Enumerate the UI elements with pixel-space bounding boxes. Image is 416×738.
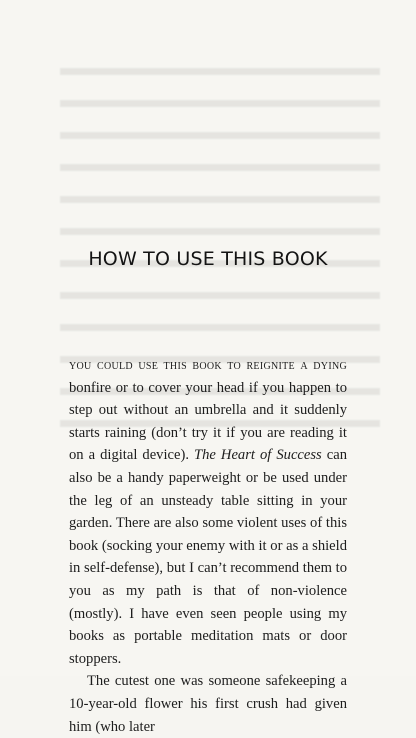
paragraph-2: The cutest one was someone safekeeping a 10-year-old flower his first crush had given him (who later <box>69 673 347 735</box>
bleed-through-text <box>60 60 380 340</box>
chapter-heading: HOW TO USE THIS BOOK <box>88 248 328 270</box>
paragraph-1-lead-in: you could use this book to reignite a dying <box>69 357 347 373</box>
paragraph-1-text-b: can also be a handy paperweight or be used under the leg of an unsteady table sitting in your garden. There are also some violent uses of this book (socking your enemy with it or as a shield in self-defense), but I can’t recommend them to you as my path is that of non-violence (mostly). I have even seen people using my books as portable meditation mats or door stoppers. <box>69 447 347 667</box>
paragraph-1-text-a: bonfire or to cover your head if you happen to step out without an umbrella and it suddenly starts raining (don’t try it if you are reading it on a digital device). <box>69 379 347 464</box>
chapter-body <box>69 354 347 738</box>
book-title-reference: The Heart of Success <box>194 447 322 464</box>
paragraph-1 <box>69 354 347 670</box>
